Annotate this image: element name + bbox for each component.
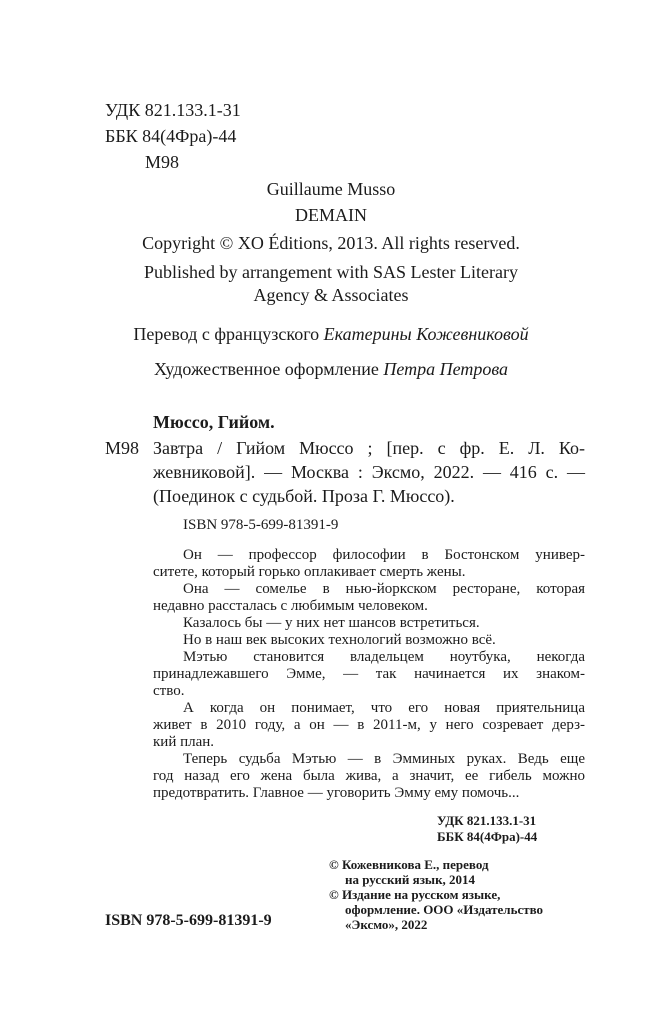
original-title: DEMAIN: [295, 205, 367, 225]
footer-isbn: ISBN 978-5-699-81391-9: [105, 912, 272, 929]
footer-bbk: ББК 84(4Фра)-44: [437, 829, 538, 844]
edition-copyright-line2: оформление. ООО «Издательство: [345, 902, 544, 917]
annotation-line: ство.: [153, 683, 185, 699]
translator-name: Екатерины Кожевниковой: [323, 324, 529, 344]
annotation-line: А когда он понимает, что его новая приятельница: [183, 700, 585, 716]
design-credit-prefix: Художественное оформление: [153, 359, 379, 379]
original-copyright: Copyright © XO Éditions, 2013. All rights reserved.: [142, 233, 520, 253]
biblio-line-3: (Поединок с судьбой. Проза Г. Мюссо).: [153, 486, 455, 506]
translation-credit-prefix: Перевод с французского: [133, 324, 320, 344]
biblio-line-1: Завтра / Гийом Мюссо ; [пер. с фр. Е. Л. Ко-: [153, 438, 585, 458]
annotation-line: Теперь судьба Мэтью — в Эмминых руках. Ведь еще: [183, 751, 585, 767]
translation-copyright-line2: на русский язык, 2014: [345, 872, 476, 887]
original-author: Guillaume Musso: [266, 179, 396, 199]
annotation-line: предотвратить. Главное — уговорить Эмму ему помочь...: [153, 785, 520, 801]
author-sign: М98: [145, 152, 180, 172]
translation-credit: [0, 323, 662, 345]
annotation-line: Она — сомелье в нью-йоркском ресторане, которая: [183, 581, 585, 597]
annotation-line: ситете, который горько оплакивает смерть жены.: [153, 564, 466, 580]
biblio-isbn: ISBN 978-5-699-81391-9: [183, 517, 339, 533]
translation-copyright-line1: © Кожевникова Е., перевод: [329, 857, 489, 872]
bbk-code: ББК 84(4Фра)-44: [105, 126, 237, 146]
edition-copyright-line3: «Эксмо», 2022: [345, 917, 428, 932]
publication-note-line2: Agency & Associates: [253, 285, 409, 305]
biblio-heading: Мюссо, Гийом.: [153, 412, 275, 432]
publication-note-line1: Published by arrangement with SAS Lester Literary: [144, 262, 518, 282]
annotation-line: кий план.: [153, 734, 215, 750]
annotation-line: Казалось бы — у них нет шансов встретиться.: [183, 615, 480, 631]
annotation-line: Он — профессор философии в Бостонском универ-: [183, 547, 585, 563]
annotation-line: недавно рассталась с любимым человеком.: [153, 598, 428, 614]
annotation-line: Мэтью становится владельцем ноутбука, некогда: [183, 649, 585, 665]
biblio-line-2: жевниковой]. — Москва : Эксмо, 2022. — 416 с. —: [153, 462, 585, 482]
annotation-line: год назад его жена была жива, а значит, ее гибель можно: [153, 768, 585, 784]
edition-copyright-line1: © Издание на русском языке,: [329, 887, 501, 902]
udk-code: УДК 821.133.1-31: [105, 100, 241, 120]
annotation-line: живет в 2010 году, а он — в 2011-м, у него созревает дерз-: [153, 717, 585, 733]
annotation-line: Но в наш век высоких технологий возможно всё.: [183, 632, 496, 648]
biblio-sign: М98: [105, 438, 140, 458]
designer-name: Петра Петрова: [383, 359, 509, 379]
annotation-line: принадлежавшего Эмме, — так начинается их знаком-: [153, 666, 585, 682]
design-credit: [0, 358, 662, 380]
footer-udk: УДК 821.133.1-31: [437, 813, 537, 828]
